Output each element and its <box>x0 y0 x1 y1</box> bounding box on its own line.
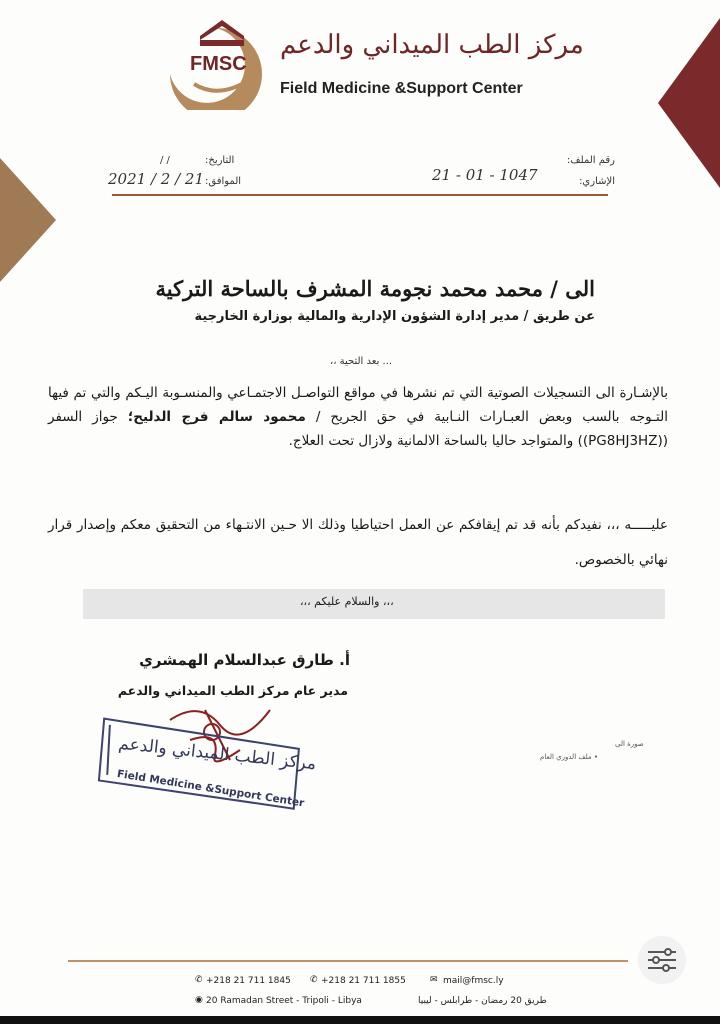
footer-address-english: 20 Ramadan Street - Tripoli - Libya <box>206 996 362 1006</box>
stamp-text-english: Field Medicine &Support Center <box>116 768 306 810</box>
via-line: عن طريق / مدير إدارة الشؤون الإدارية والمالية بوزارة الخارجية <box>194 309 595 324</box>
body-paragraph-1 <box>48 381 668 453</box>
para1-ending: والمتواجد حاليا بالساحة الالمانية ولازال تحت العلاج. <box>288 433 574 449</box>
patient-name: محمود سالم فرج الدليح؛ <box>127 409 306 425</box>
phone-icon: ✆ <box>310 975 318 985</box>
corner-decoration-right <box>658 18 720 188</box>
greeting: ... بعد التحية ،، <box>330 356 393 367</box>
fmsc-logo-icon <box>160 14 278 110</box>
footer-phone-2: +218 21 711 1855 <box>321 976 406 986</box>
addressee-line: الى / محمد محمد نجومة المشرف بالساحة التركية <box>155 276 595 301</box>
corresponding-date-value: 2021 / 2 / 21 <box>108 170 204 188</box>
org-name-arabic: مركز الطب الميداني والدعم <box>280 30 584 60</box>
footer-address-arabic: طريق 20 رمضان - طرابلس - ليبيا <box>418 996 547 1006</box>
corresponding-date-label: الموافق: <box>205 176 242 187</box>
signatory-title: مدير عام مركز الطب الميداني والدعم <box>117 683 348 698</box>
reference-number: 21 - 01 - 1047 <box>432 166 538 184</box>
date-label: التاريخ: <box>205 155 235 166</box>
stamp-text-arabic: مركز الطب الميداني والدعم <box>117 733 318 775</box>
sliders-icon <box>638 936 686 984</box>
para1-text: بالإشـارة الى التسجيلات الصوتية التي تم نشرها في مواقع التواصـل الاجتمـاعي والمنسـوبة اليـكم والتي تم فيها التـوجه بالسب وبعض العبـارات النـابية في حق الجريح / <box>48 385 668 425</box>
date-value: / / <box>160 155 170 166</box>
logo-acronym: FMSC <box>190 53 247 75</box>
header-divider <box>112 194 608 196</box>
org-name-english: Field Medicine &Support Center <box>280 80 523 97</box>
settings-sliders-button[interactable] <box>638 936 686 984</box>
email-icon: ✉ <box>430 975 438 985</box>
closing-salutation: ،،، والسلام عليكم ،،، <box>300 595 394 608</box>
signatory-name: أ. طارق عبدالسلام الهمشري <box>139 651 350 669</box>
file-number-label: رقم الملف: <box>566 155 615 166</box>
reference-label: الإشاري: <box>579 176 615 187</box>
screen-bottom-edge <box>0 1016 720 1024</box>
body-paragraph-2: عليـــــه ،،، نفيدكم بأنه قد تم إيقافكم عن العمل احتياطيا وذلك الا حـين الانتـهاء من التحقيق معكم وإصدار قرار نهائي بالخصوص. <box>48 517 668 568</box>
passport-number: جواز السفر ((PG8HJ3HZ)) <box>48 409 668 449</box>
location-icon: ◉ <box>195 995 203 1005</box>
phone-icon: ✆ <box>195 975 203 985</box>
footer-email: mail@fmsc.ly <box>443 976 504 986</box>
cc-heading: صورة الى <box>615 740 644 748</box>
footer-phone-1: +218 21 711 1845 <box>206 976 291 986</box>
footer-divider <box>68 960 628 962</box>
cc-item: • ملف الدوري العام <box>540 753 599 761</box>
corner-decoration-left <box>0 158 56 282</box>
